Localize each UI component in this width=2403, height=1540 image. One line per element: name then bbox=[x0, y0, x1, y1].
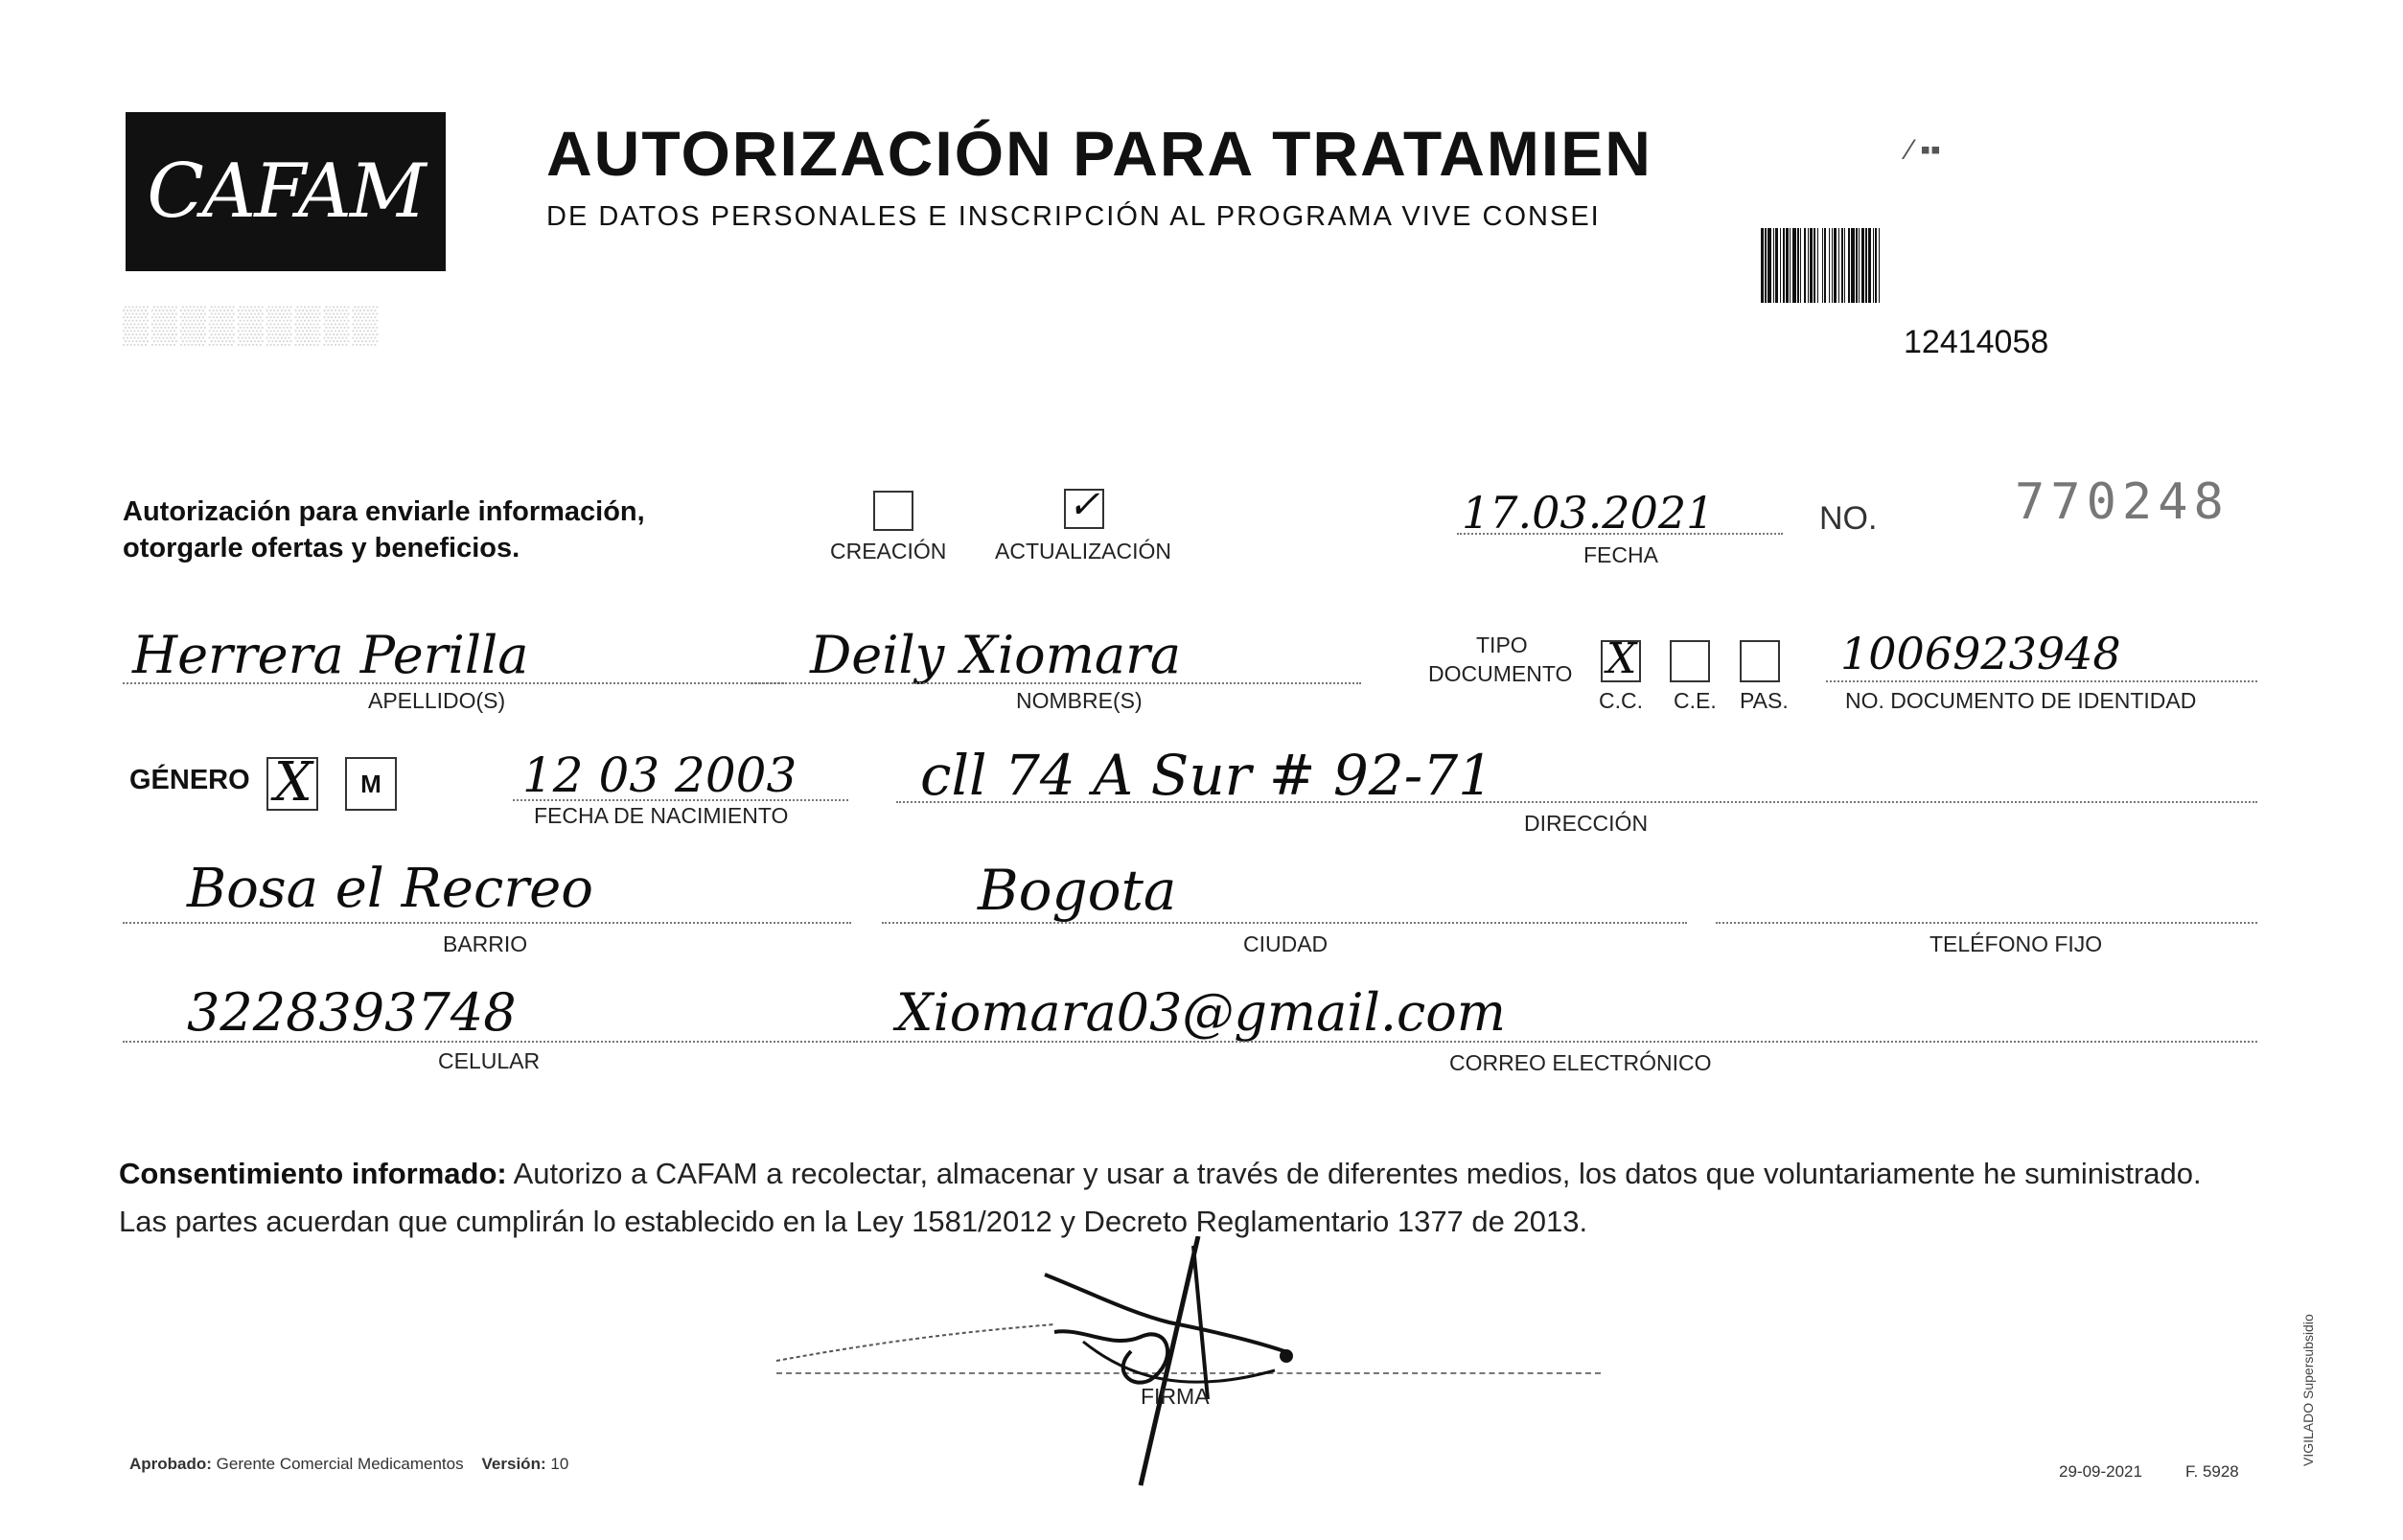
nacimiento-label: FECHA DE NACIMIENTO bbox=[534, 803, 789, 828]
tipo-documento-label-line2: DOCUMENTO bbox=[1428, 661, 1573, 686]
telefono-label: TELÉFONO FIJO bbox=[1929, 931, 2103, 956]
barcode bbox=[1761, 228, 2142, 303]
version-value: 10 bbox=[550, 1455, 569, 1473]
creacion-label: CREACIÓN bbox=[830, 539, 947, 563]
genero-m-checkbox[interactable] bbox=[345, 757, 397, 811]
version-label: Versión: bbox=[481, 1455, 546, 1473]
apellidos-label: APELLIDO(S) bbox=[368, 688, 506, 713]
consent-text-line2: Las partes acuerdan que cumplirán lo establecido en la Ley 1581/2012 y Decreto Reglamentario 1377 de 2013. bbox=[119, 1205, 1588, 1238]
footer-form-code: F. 5928 bbox=[2185, 1462, 2239, 1481]
aprobado-value: Gerente Comercial Medicamentos bbox=[216, 1455, 464, 1473]
side-vigilado-text: VIGILADO Supersubsidio bbox=[2300, 1314, 2316, 1466]
cc-checkbox[interactable] bbox=[1601, 634, 1641, 683]
consent-heading: Consentimiento informado: bbox=[119, 1157, 507, 1190]
barrio-label: BARRIO bbox=[443, 931, 528, 956]
ciudad-value: Bogota bbox=[978, 858, 1177, 923]
correo-label: CORREO ELECTRÓNICO bbox=[1449, 1050, 1712, 1075]
cc-mark: X bbox=[1606, 634, 1637, 683]
nombres-value: Deily Xiomara bbox=[810, 625, 1182, 685]
fecha-value: 17.03.2021 bbox=[1462, 487, 1715, 539]
stray-mark: ⁄ ▪▪ bbox=[1907, 134, 1941, 166]
genero-f-mark: X bbox=[274, 751, 312, 814]
nacimiento-value: 12 03 2003 bbox=[522, 747, 797, 803]
actualizacion-label: ACTUALIZACIÓN bbox=[995, 539, 1172, 563]
form-title: AUTORIZACIÓN PARA TRATAMIEN bbox=[546, 118, 1652, 189]
documento-value: 1006923948 bbox=[1840, 628, 2121, 679]
celular-label: CELULAR bbox=[438, 1048, 541, 1073]
cc-label: C.C. bbox=[1599, 688, 1643, 713]
check-mark-icon: ✓ bbox=[1068, 483, 1100, 527]
tipo-documento-label-line1: TIPO bbox=[1476, 632, 1528, 657]
fecha-label: FECHA bbox=[1583, 542, 1658, 567]
consent-paragraph bbox=[119, 1150, 2266, 1246]
aprobado-label: Aprobado: bbox=[129, 1455, 212, 1473]
ciudad-label: CIUDAD bbox=[1243, 931, 1329, 956]
direccion-value: cll 74 A Sur # 92-71 bbox=[920, 743, 1494, 808]
creacion-checkbox[interactable] bbox=[873, 491, 913, 531]
nombres-label: NOMBRE(S) bbox=[1016, 688, 1143, 713]
ce-checkbox[interactable] bbox=[1670, 640, 1710, 682]
barcode-bar bbox=[1880, 228, 1883, 303]
no-label: NO. bbox=[1819, 500, 1878, 537]
footer-aprobado bbox=[129, 1455, 568, 1474]
genero-m-label: M bbox=[360, 769, 381, 798]
pas-checkbox[interactable] bbox=[1740, 640, 1780, 682]
documento-label: NO. DOCUMENTO DE IDENTIDAD bbox=[1845, 688, 2197, 713]
consent-text-line1: Autorizo a CAFAM a recolectar, almacenar y usar a través de diferentes medios, los datos que voluntariamente he suministrado. bbox=[506, 1157, 2202, 1190]
form-subtitle: DE DATOS PERSONALES E INSCRIPCIÓN AL PROGRAMA VIVE CONSEI bbox=[546, 201, 1601, 232]
no-value: 770248 bbox=[2015, 473, 2230, 531]
correo-value: Xiomara03@gmail.com bbox=[896, 982, 1506, 1043]
authorization-label-line2: otorgarle ofertas y beneficios. bbox=[123, 533, 520, 563]
celular-value: 3228393748 bbox=[187, 982, 517, 1043]
apellidos-value: Herrera Perilla bbox=[132, 625, 529, 685]
actualizacion-checkbox[interactable] bbox=[1064, 483, 1104, 529]
barcode-number: 12414058 bbox=[1904, 324, 2049, 360]
direccion-label: DIRECCIÓN bbox=[1524, 811, 1649, 836]
footer-date: 29-09-2021 bbox=[2059, 1462, 2142, 1481]
faded-stamp: ▒▒▒▒▒▒▒▒▒ bbox=[123, 305, 381, 345]
signature-drawing bbox=[767, 1236, 1361, 1495]
pas-label: PAS. bbox=[1740, 688, 1789, 713]
cafam-logo: CAFAM bbox=[126, 112, 446, 271]
genero-label: GÉNERO bbox=[129, 765, 250, 795]
ce-label: C.E. bbox=[1674, 688, 1717, 713]
authorization-label-line1: Autorización para enviarle información, bbox=[123, 496, 645, 527]
genero-f-checkbox[interactable] bbox=[266, 751, 318, 814]
firma-label: FIRMA bbox=[1141, 1384, 1210, 1409]
barrio-value: Bosa el Recreo bbox=[187, 858, 593, 920]
